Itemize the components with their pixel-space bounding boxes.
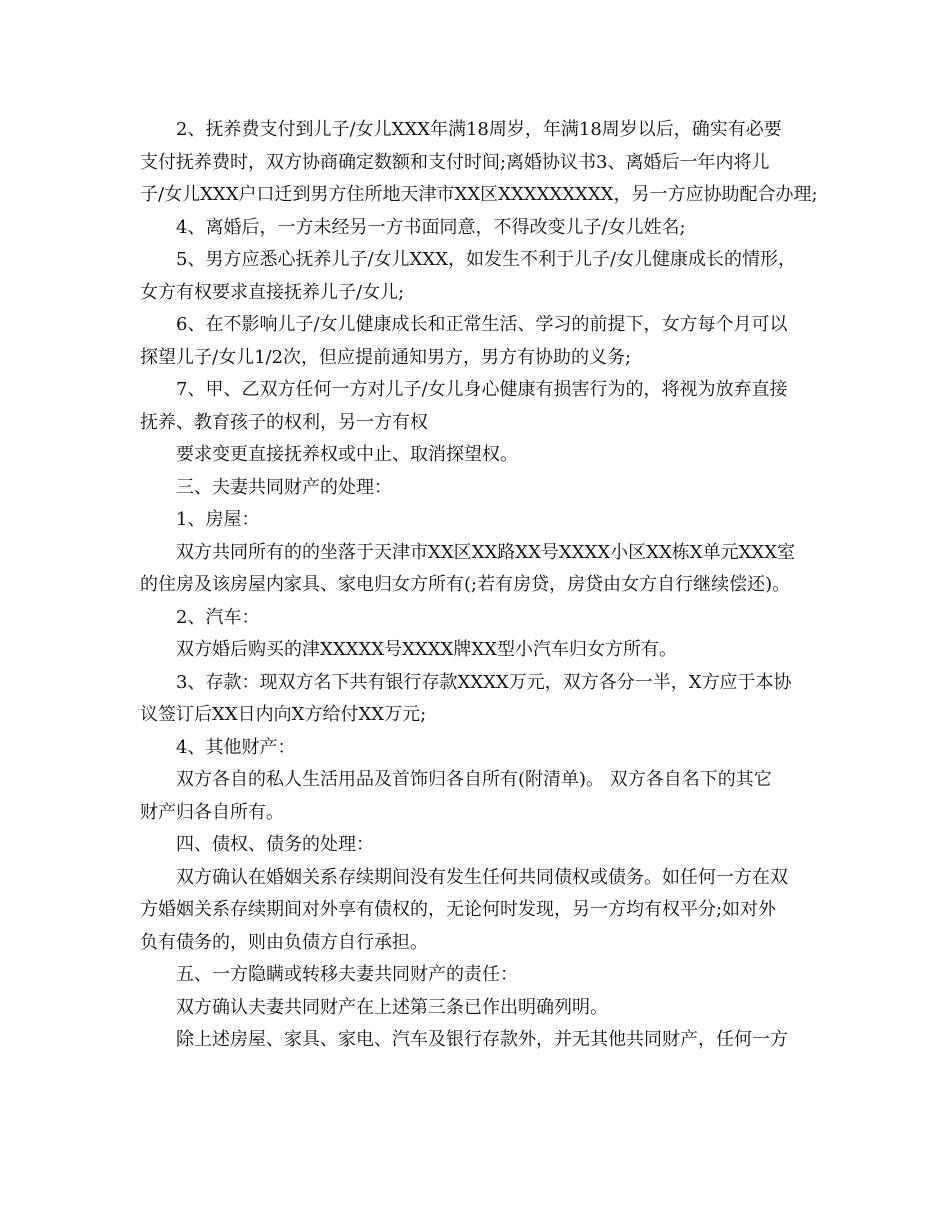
text-line: 2、抚养费支付到儿子/女儿XXX年满18周岁，年满18周岁以后，确实有必要	[176, 119, 782, 140]
text-line: 子/女儿XXX户口迁到男方住所地天津市XX区XXXXXXXXX，另一方应协助配合办理;	[140, 184, 818, 205]
text-line: 2、汽车：	[176, 606, 260, 628]
text-line: 3、存款：现双方名下共有银行存款XXXX万元，双方各分一半，X方应于本协	[176, 671, 792, 693]
text-line: 女方有权要求直接抚养儿子/女儿;	[140, 281, 405, 303]
text-line: 除上述房屋、家具、家电、汽车及银行存款外，并无其他共同财产，任何一方	[176, 1029, 788, 1050]
text-line: 五、一方隐瞒或转移夫妻共同财产的责任：	[176, 964, 518, 985]
text-line: 探望儿子/女儿1/2次，但应提前通知男方，男方有协助的义务;	[140, 346, 632, 368]
text-line: 7、甲、乙双方任何一方对儿子/女儿身心健康有损害行为的，将视为放弃直接	[176, 379, 788, 400]
text-line: 方婚姻关系存续期间对外享有债权的，无论何时发现，另一方均有权平分;如对外	[140, 899, 777, 920]
text-line: 财产归各自所有。	[140, 801, 284, 823]
text-line: 的住房及该房屋内家具、家电归女方所有(;若有房贷，房贷由女方自行继续偿还)。	[140, 574, 791, 595]
text-line: 四、债权、债务的处理：	[176, 834, 374, 855]
text-line: 5、男方应悉心抚养儿子/女儿XXX，如发生不利于儿子/女儿健康成长的情形，	[176, 249, 797, 270]
text-line: 6、在不影响儿子/女儿健康成长和正常生活、学习的前提下，女方每个月可以	[176, 314, 788, 335]
text-line: 支付抚养费时，双方协商确定数额和支付时间;离婚协议书3、离婚后一年内将儿	[140, 151, 770, 173]
text-line: 4、其他财产：	[176, 736, 296, 758]
text-line: 双方共同所有的的坐落于天津市XX区XX路XX号XXXX小区XX栋X单元XXX室	[176, 541, 796, 563]
text-line: 抚养、教育孩子的权利，另一方有权	[140, 411, 428, 433]
text-line: 双方确认在婚姻关系存续期间没有发生任何共同债权或债务。如任何一方在双	[176, 866, 788, 888]
text-line: 1、房屋：	[176, 509, 260, 530]
text-line: 要求变更直接抚养权或中止、取消探望权。	[176, 444, 518, 465]
text-line: 三、夫妻共同财产的处理：	[176, 476, 392, 498]
document-body	[140, 114, 820, 1057]
text-line: 4、离婚后，一方未经另一方书面同意，不得改变儿子/女儿姓名;	[176, 216, 686, 238]
text-line: 双方婚后购买的津XXXXX号XXXX牌XX型小汽车归女方所有。	[176, 639, 677, 660]
text-line: 议签订后XX日内向X方给付XX万元;	[140, 704, 427, 725]
text-line: 双方确认夫妻共同财产在上述第三条已作出明确列明。	[176, 996, 608, 1018]
text-line: 双方各自的私人生活用品及首饰归各自所有(附清单)。 双方各自名下的其它	[176, 769, 772, 790]
text-line: 负有债务的，则由负债方自行承担。	[140, 931, 428, 953]
